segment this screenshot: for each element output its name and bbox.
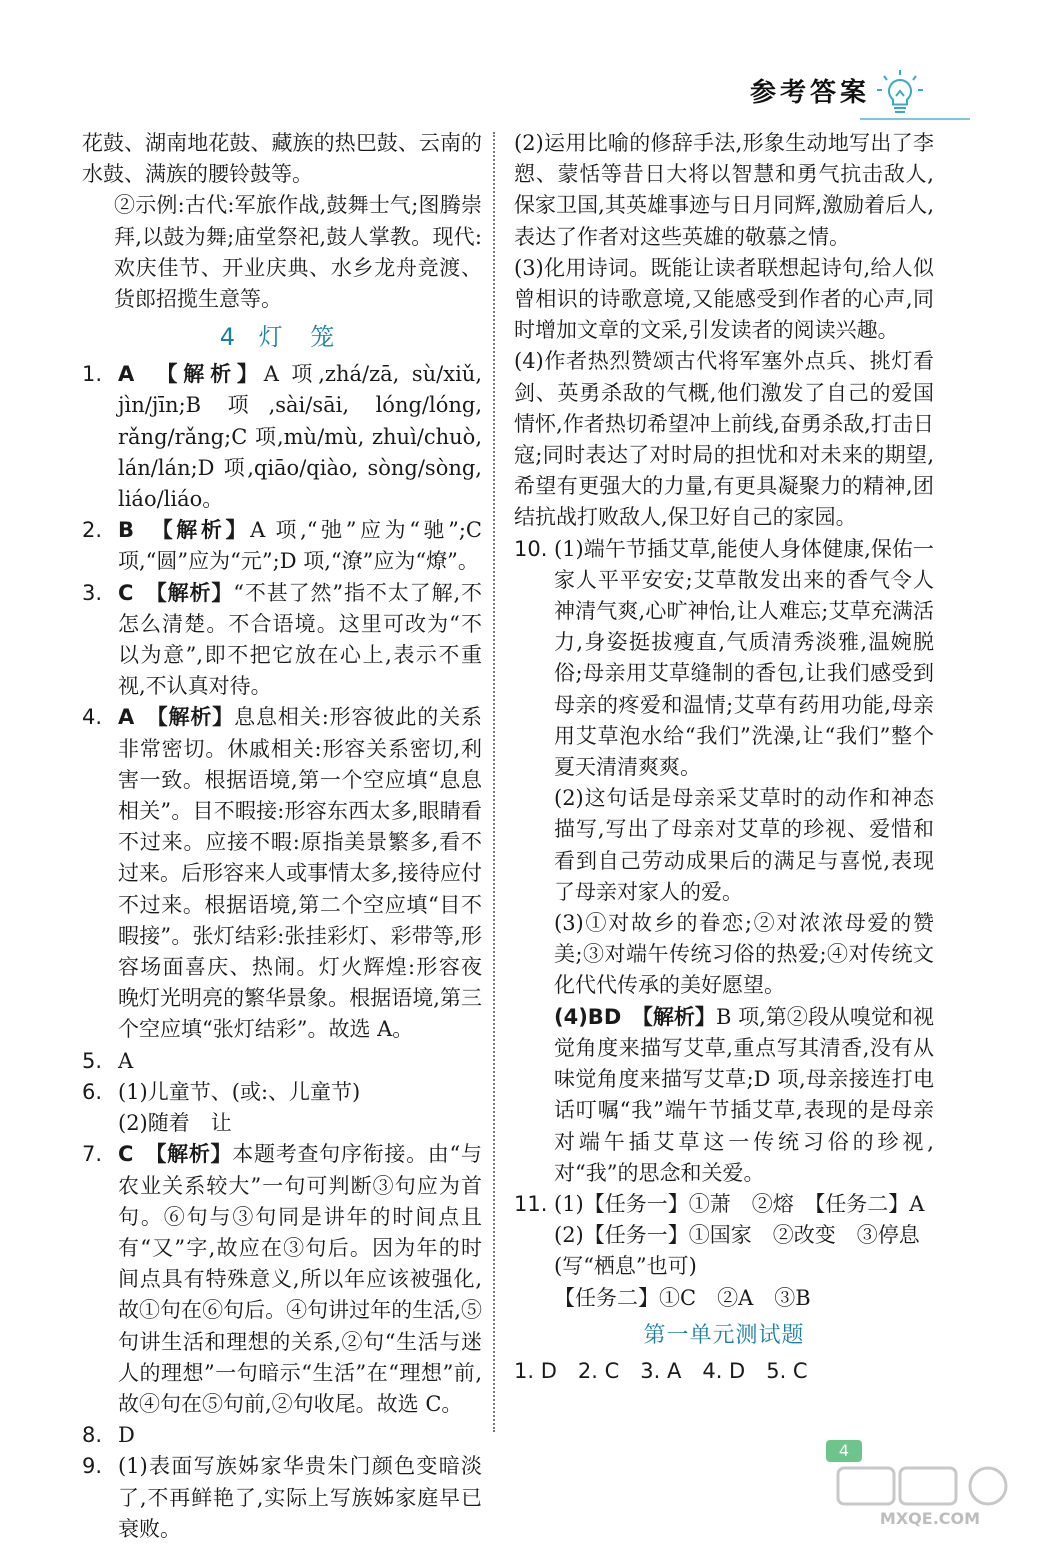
item-text: 本题考查句序衔接。由“与农业关系较大”一句可判断③句应为首句。⑥句与③句同是讲年的时间点且有“又”字,故应在③句后。因为年的时间点具有特殊意义,所以年应该被强化,故①句在⑥句后。④句讲过年的生活,⑤句讲生活和理想的关系,②句“生活与迷人的理想”一句暗示“生活”在“理想”前,故④句在⑤句前,②句收尾。故选 C。 [118, 1142, 482, 1416]
item-text: A 项,“弛”应为“驰”;C 项,“圆”应为“元”;D 项,“潦”应为“燎”。 [118, 518, 483, 574]
unit-test-title: 第一单元测试题 [643, 1322, 805, 1348]
answer-item [82, 515, 482, 577]
answer-item [82, 1046, 482, 1077]
answer-item [82, 1139, 482, 1420]
answer-item [514, 1189, 934, 1314]
analysis-tag: 【解析】 [162, 518, 251, 543]
intro-para-1: 花鼓、湖南地花鼓、藏族的热巴鼓、云南的水鼓、满族的腰铃鼓等。 [82, 131, 482, 187]
item-text: B 项,第②段从嗅觉和视觉角度来描写艾草,重点写其清香,没有从味觉角度来描写艾草;D 项,母亲接连打电话叮嘱“我”端午节插艾草,表现的是母亲对端午插艾草这一传统习俗的珍视,对“我”的思念和关爱。 [554, 1004, 935, 1185]
item-number: 8. [82, 1423, 103, 1448]
q9-part-4: (4)作者热烈赞颂古代将军塞外点兵、挑灯看剑、英勇杀敌的气概,他们激发了自己的爱国情怀,作者热切希望冲上前线,奋勇杀敌,打击日寇;同时表达了对时局的担忧和对未来的期望,希望有更强大的力量,有更具凝聚力的精神,团结抗战打败敌人,保卫好自己的家园。 [514, 349, 934, 530]
item-answer: A [118, 362, 135, 387]
item-number: 5. [82, 1048, 103, 1073]
item-text: 息息相关:形容彼此的关系非常密切。休戚相关:形容关系密切,利害一致。根据语境,第一个空应填“息息相关”。目不暇接:形容东西太多,眼睛看不过来。应接不暇:原指美景繁多,看不过来。后形容来人或事情太多,接待应付不过来。根据语境,第二个空应填“目不暇接”。张灯结彩:张挂彩灯、彩带等,形容场面喜庆、热闹。灯火辉煌:形容夜晚灯光明亮的繁华景象。根据语境,第三个空应填“张灯结彩”。故选 A。 [118, 705, 483, 1042]
item-text: D [118, 1423, 135, 1448]
item-number: 11. [514, 1191, 548, 1216]
item-number: 6. [82, 1079, 103, 1104]
item-answer: (4)BD [554, 1004, 622, 1029]
item-line: (3)①对故乡的眷恋;②对浓浓母爱的赞美;③对端午传统习俗的热爱;④对传统文化代代传承的美好愿望。 [554, 911, 934, 998]
unit-test-answers: 1. D 2. C 3. A 4. D 5. C [514, 1358, 808, 1383]
answer-item [82, 578, 482, 703]
item-line [554, 1002, 934, 1189]
watermark-logo [830, 1464, 1030, 1528]
item-line: 【任务二】①C ②A ③B [554, 1285, 811, 1310]
item-text: (1)表面写族姊家华贵朱门颜色变暗淡了,不再鲜艳了,实际上写族姊家庭早已衰败。 [118, 1454, 482, 1541]
q9-part-3: (3)化用诗词。既能让读者联想起诗句,给人似曾相识的诗歌意境,又能感受到作者的心声,同时增加文章的文采,引发读者的阅读兴趣。 [514, 255, 934, 343]
item-number: 4. [82, 705, 103, 730]
item-answer: A [118, 705, 135, 730]
item-answer: C [118, 1142, 134, 1167]
section-name: 灯 笼 [258, 323, 345, 352]
header-title: 参考答案 [749, 77, 870, 108]
q9-part-2: (2)运用比喻的修辞手法,形象生动地写出了李愬、蒙恬等昔日大将以智慧和勇气抗击敌人,保家卫国,其英雄事迹与日月同辉,激励着后人,表达了作者对这些英雄的敬慕之情。 [514, 131, 934, 249]
lightbulb-icon [874, 68, 926, 120]
item-line: (1)端午节插艾草,能使人身体健康,保佑一家人平平安安;艾草散发出来的香气令人神清气爽,心旷神怡,让人难忘;艾草充满活力,身姿挺拔瘦直,气质清秀淡雅,温婉脱俗;母亲用艾草缝制的香包,让我们感受到母亲的疼爱和温情;艾草有药用功能,母亲用艾草泡水给“我们”洗澡,让“我们”整个夏天清清爽爽。 [554, 536, 934, 780]
header-rule [860, 118, 970, 120]
item-text: “不甚了然”指不太了解,不怎么清楚。不合语境。这里可改为“不以为意”,即不把它放在心上,表示不重视,不认真对待。 [118, 580, 483, 699]
analysis-tag: 【解析】 [157, 705, 235, 730]
section-number: 4 [219, 323, 241, 352]
item-line: (2)【任务一】①国家 ②改变 ③停息 [554, 1223, 920, 1248]
item-number: 7. [82, 1142, 103, 1167]
item-line: (2)这句话是母亲采艾草时的动作和神态描写,写出了母亲对艾草的珍视、爱惜和看到自己劳动成果后的满足与喜悦,表现了母亲对家人的爱。 [554, 786, 934, 904]
answer-item [82, 1451, 482, 1545]
answer-item [82, 359, 482, 515]
left-column [82, 128, 482, 1545]
analysis-tag: 【解析】 [166, 362, 264, 387]
analysis-tag: 【解析】 [156, 580, 234, 605]
column-divider [493, 132, 495, 1432]
watermark-text: MXQE.COM [879, 1509, 981, 1528]
item-number: 2. [82, 518, 103, 543]
item-number: 1. [82, 362, 103, 387]
right-column [514, 128, 934, 1387]
answer-item [514, 534, 934, 1189]
item-answer: C [118, 580, 134, 605]
page-badge: 4 [826, 1440, 862, 1462]
answer-item [82, 1420, 482, 1451]
item-answer: B [118, 518, 135, 543]
item-number: 9. [82, 1454, 103, 1479]
section-title [82, 317, 482, 357]
answer-item [82, 1077, 482, 1139]
item-line: (2)随着 让 [118, 1111, 232, 1136]
item-line: (1)【任务一】①萧 ②熔 【任务二】A [554, 1191, 925, 1216]
item-number: 10. [514, 536, 548, 561]
item-text: A [118, 1048, 134, 1073]
analysis-tag: 【解析】 [642, 1004, 716, 1029]
item-number: 3. [82, 580, 103, 605]
analysis-tag: 【解析】 [155, 1142, 233, 1167]
item-line: (1)儿童节、(或:、儿童节) [118, 1079, 361, 1104]
item-text: A 项,zhá/zā, sù/xiǔ, jìn/jīn;B 项,sài/sāi, lóng/lóng, rǎng/rǎng;C 项,mù/mù, zhuì/chuò, lán/lán;D 项,qiāo/qiào, sòng/sòng, liáo/liáo。 [118, 362, 482, 512]
intro-para-2: ②示例:古代:军旅作战,鼓舞士气;图腾崇拜,以鼓为舞;庙堂祭祀,鼓人掌教。现代:欢庆佳节、开业庆典、水乡龙舟竞渡、货郎招揽生意等。 [114, 193, 482, 312]
answer-item [82, 702, 482, 1045]
item-line: (写“栖息”也可) [554, 1254, 697, 1279]
